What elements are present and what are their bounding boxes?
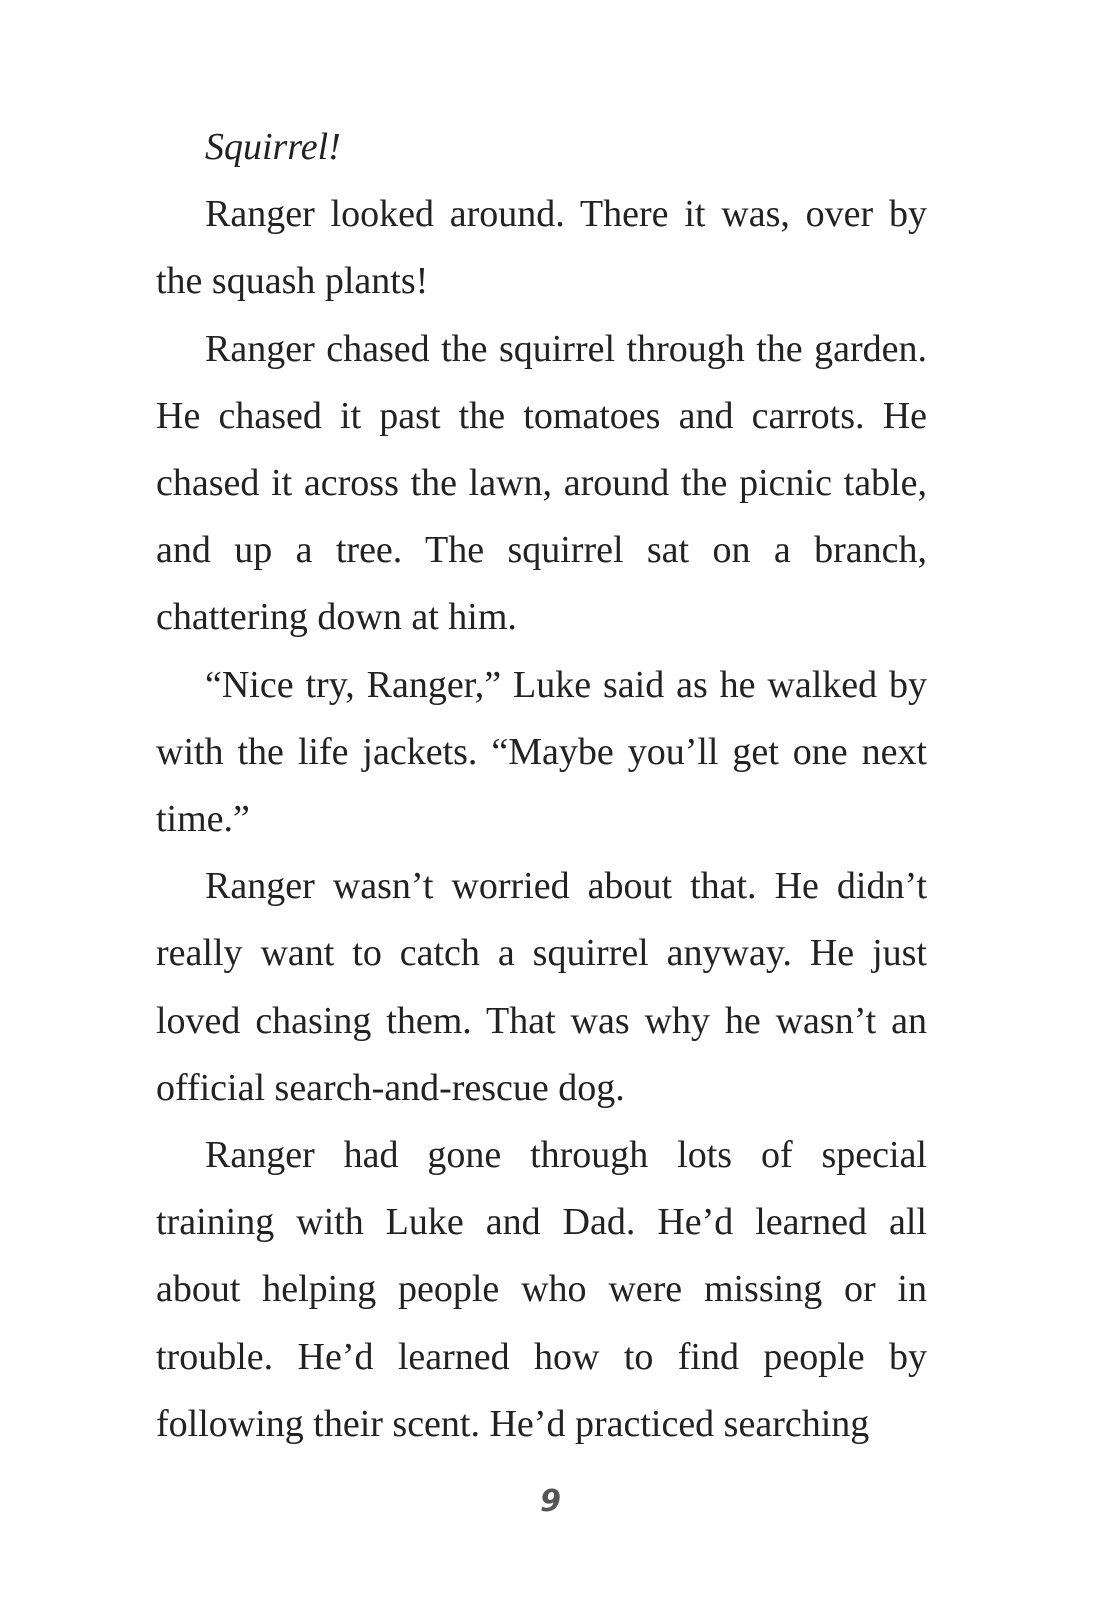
body-text: [156, 114, 927, 1458]
paragraph: Squirrel!: [205, 126, 341, 168]
paragraph: Ranger looked around. There it was, over by the squash plants!: [156, 193, 927, 303]
paragraph: Ranger had gone through lots of special training with Luke and Dad. He’d learned all about helping people who were missing or in trouble. He’d learned how to find people by following their scent. He’d practiced searching: [156, 1134, 927, 1445]
paragraph: Ranger chased the squirrel through the garden. He chased it past the tomatoes and carrots. He chased it across the lawn, around the picnic table, and up a tree. The squirrel sat on a branch, chattering down at him.: [156, 327, 927, 639]
paragraph: Ranger wasn’t worried about that. He didn’t really want to catch a squirrel anyway. He just loved chasing them. That was why he wasn’t an official search-and-rescue dog.: [156, 865, 927, 1109]
paragraph: “Nice try, Ranger,” Luke said as he walked by with the life jackets. “Maybe you’ll get one next time.”: [156, 663, 927, 841]
page-number: 9: [540, 1484, 561, 1519]
